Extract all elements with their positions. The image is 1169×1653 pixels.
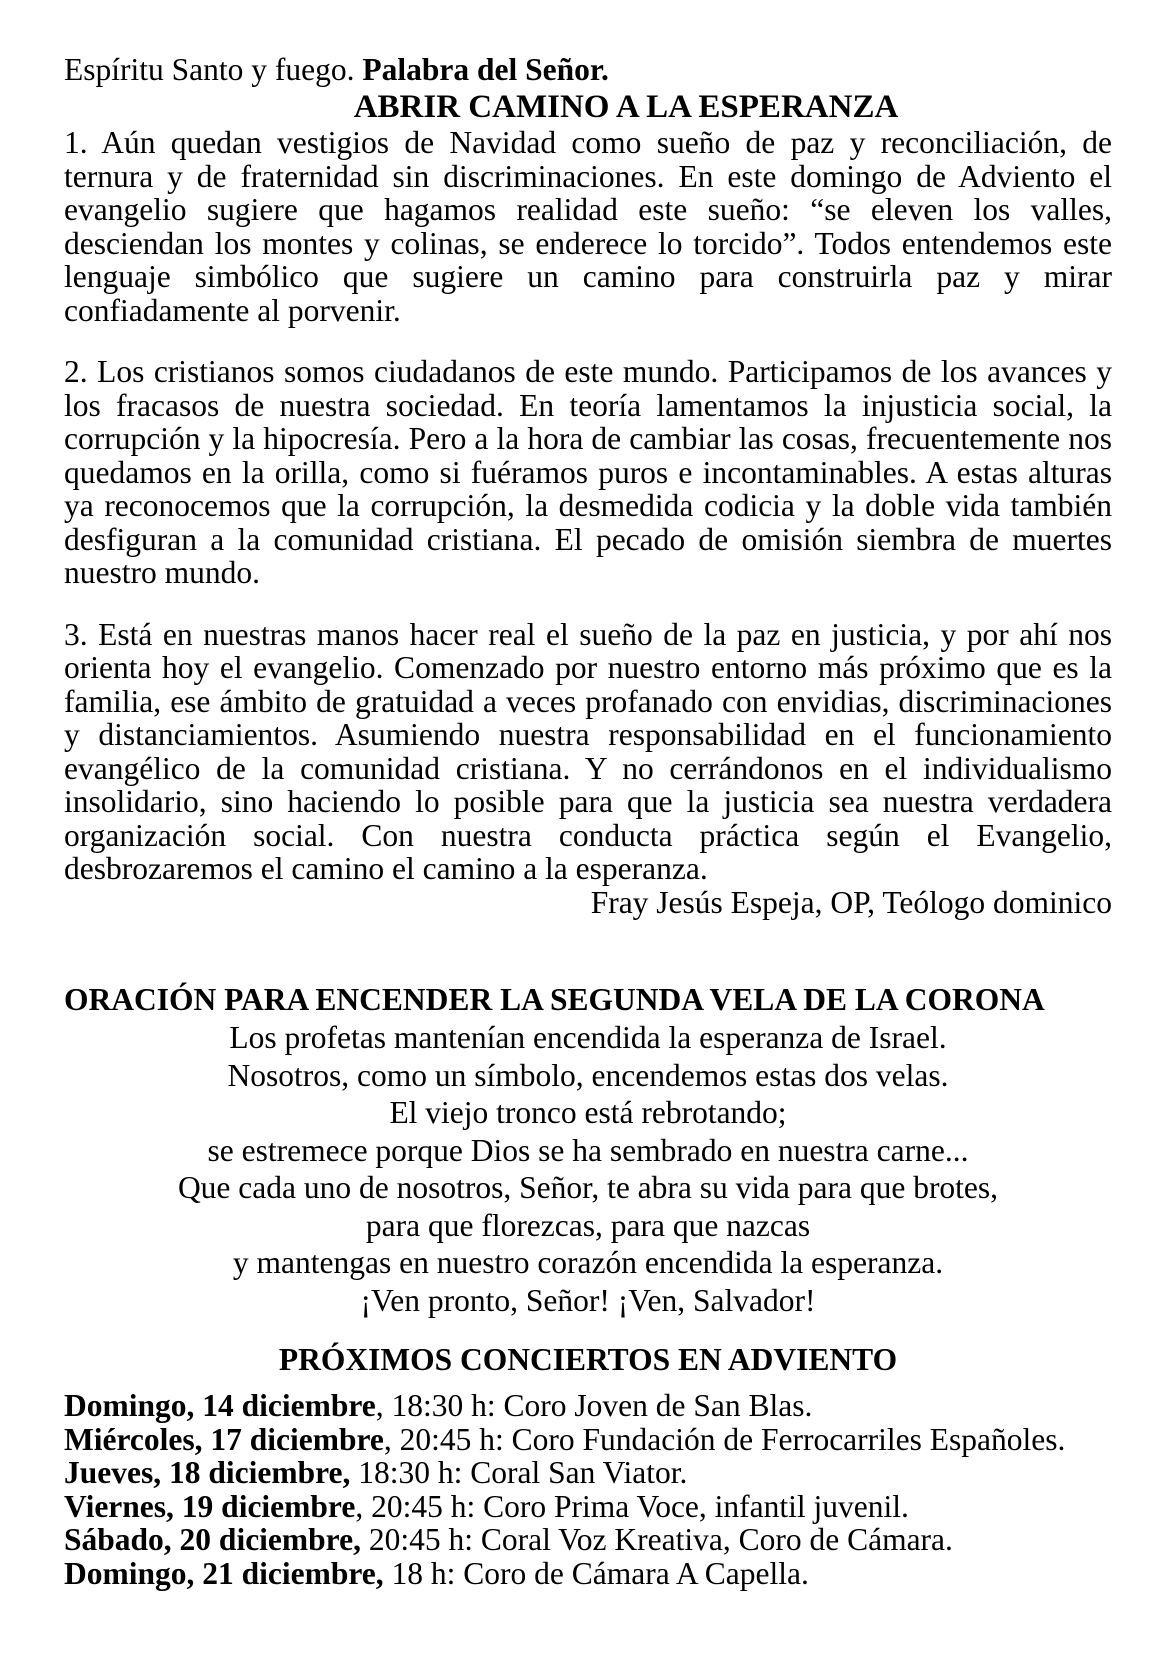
prayer-line: Que cada uno de nosotros, Señor, te abra su vida para que brotes,: [177, 1170, 999, 1205]
concert-details: 20:45 h: Coral Voz Kreativa, Coro de Cámara.: [360, 1522, 953, 1557]
concert-details: , 18:30 h: Coro Joven de San Blas.: [375, 1388, 813, 1423]
prayer-line: Nosotros, como un símbolo, encendemos estas dos velas.: [227, 1057, 949, 1093]
page-title: ABRIR CAMINO A LA ESPERANZA: [353, 89, 899, 125]
prayer-line: y mantengas en nuestro corazón encendida la esperanza.: [232, 1245, 944, 1280]
paragraph-2: 2. Los cristianos somos ciudadanos de este mundo. Participamos de los avances y los fracasos de nuestra sociedad. En teoría lamentamos la injusticia social, la corrupción y la hipocresía. Pero a la hora de cambiar las cosas, frecuentemente nos quedamos en la orilla, como si fuéramos puros e incontaminables. A estas alturas ya reconocemos que la corrupción, la desmedida codicia y la doble vida también desfiguran a la comunidad cristiana. El pecado de omisión siembra de muertes nuestro mundo.: [64, 354, 1112, 590]
paragraph-3: 3. Está en nuestras manos hacer real el sueño de la paz en justicia, y por ahí nos orienta hoy el evangelio. Comenzado por nuestro entorno más próximo que es la familia, ese ámbito de gratuidad a veces profanado con envidias, discriminaciones y distanciamientos. Asumiendo nuestra responsabilidad en el funcionamiento evangélico de la comunidad cristiana. Y no cerrándonos en el individualismo insolidario, sino haciendo lo posible para que la justicia sea nuestra verdadera organización social. Con nuestra conducta práctica según el Evangelio, desbrozaremos el camino el camino a la esperanza.: [64, 616, 1112, 886]
prayer-line: El viejo tronco está rebrotando;: [389, 1095, 787, 1130]
concert-details: , 20:45 h: Coro Fundación de Ferrocarriles Españoles.: [383, 1421, 1066, 1457]
concerts-list: [64, 1389, 1112, 1590]
concert-details: 18:30 h: Coral San Viator.: [350, 1455, 688, 1490]
concert-details: 18 h: Coro de Cámara A Capella.: [383, 1555, 809, 1591]
paragraph-1: 1. Aún quedan vestigios de Navidad como sueño de paz y reconciliación, de ternura y de fraternidad sin discriminaciones. En este domingo de Adviento el evangelio sugiere que hagamos realidad este sueño: “se eleven los valles, desciendan los montes y colinas, se enderece lo torcido”. Todos entendemos este lenguaje simbólico que sugiere un camino para construirla paz y mirar confiadamente al porvenir.: [64, 125, 1112, 328]
concert-item: [64, 1490, 1112, 1524]
concert-date: Sábado, 20 diciembre,: [64, 1522, 361, 1557]
prayer-block: [64, 1019, 1112, 1319]
prayer-line: para que florezcas, para que nazcas: [365, 1207, 811, 1243]
concerts-heading: PRÓXIMOS CONCIERTOS EN ADVIENTO: [278, 1342, 898, 1377]
prayer-line: ¡Ven pronto, Señor! ¡Ven, Salvador!: [360, 1282, 816, 1318]
concert-item: [64, 1389, 1112, 1423]
concert-item: [64, 1456, 1112, 1490]
concert-date: Viernes, 19 diciembre: [64, 1488, 356, 1524]
intro-bold-text: Palabra del Señor.: [362, 52, 609, 87]
concert-item: [64, 1557, 1112, 1591]
intro-regular-text: Espíritu Santo y fuego.: [64, 52, 363, 87]
concert-item: [64, 1423, 1112, 1457]
concert-item: [64, 1523, 1112, 1557]
prayer-heading: ORACIÓN PARA ENCENDER LA SEGUNDA VELA DE LA CORONA: [64, 982, 1045, 1017]
prayer-line: se estremece porque Dios se ha sembrado en nuestra carne...: [207, 1132, 969, 1168]
concert-details: , 20:45 h: Coro Prima Voce, infantil juvenil.: [355, 1488, 909, 1524]
intro-line: [64, 52, 1112, 88]
concert-date: Domingo, 14 diciembre: [64, 1388, 376, 1423]
prayer-line: Los profetas mantenían encendida la esperanza de Israel.: [229, 1020, 947, 1055]
concert-date: Miércoles, 17 diciembre: [64, 1421, 384, 1457]
attribution: Fray Jesús Espeja, OP, Teólogo dominico: [590, 884, 1112, 920]
concert-date: Domingo, 21 diciembre,: [64, 1555, 384, 1591]
concert-date: Jueves, 18 diciembre,: [64, 1455, 351, 1490]
